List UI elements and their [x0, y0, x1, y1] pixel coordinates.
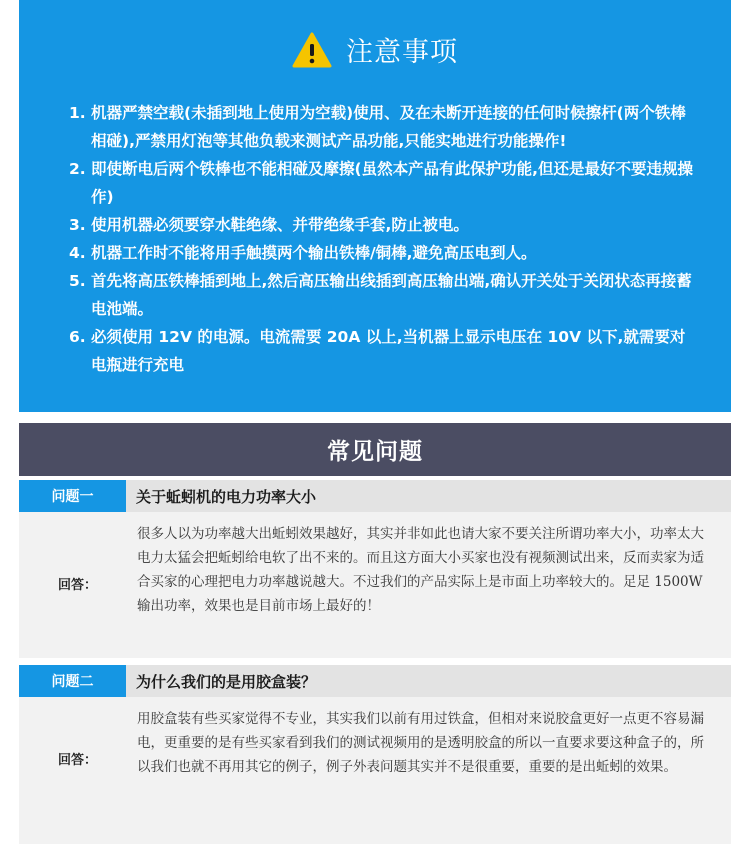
question-label: 问题二 — [19, 665, 126, 697]
notice-item-number: 2. — [69, 160, 86, 178]
notice-item-number: 6. — [69, 328, 86, 346]
faq-title: 常见问题 — [327, 439, 423, 465]
notice-item — [69, 239, 699, 267]
notice-item — [69, 267, 699, 323]
notice-item — [69, 211, 699, 239]
question-text: 关于蚯蚓机的电力功率大小 — [136, 487, 317, 506]
notice-item-number: 4. — [69, 244, 86, 262]
notice-list — [69, 99, 699, 379]
answer-label: 回答： — [57, 753, 97, 768]
faq-header — [19, 423, 731, 476]
question-text: 为什么我们的是用胶盒装？ — [136, 672, 317, 691]
notice-item-number: 5. — [69, 272, 86, 290]
question-bar — [19, 665, 731, 697]
notice-item-text: 即使断电后两个铁棒也不能相碰及摩擦(虽然本产品有此保护功能,但还是最好不要违规操作) — [91, 160, 693, 206]
notice-item-text: 使用机器必须要穿水鞋绝缘、并带绝缘手套,防止被电。 — [91, 216, 469, 234]
notice-item — [69, 323, 699, 379]
notice-item-text: 必须使用 12V 的电源。电流需要 20A 以上,当机器上显示电压在 10V 以下,就需要对电瓶进行充电 — [91, 328, 686, 374]
notice-title: 注意事项 — [346, 37, 458, 68]
notice-item-number: 1. — [69, 104, 86, 122]
question-bar — [19, 480, 731, 512]
notice-panel — [19, 0, 731, 412]
warning-triangle-icon — [292, 32, 332, 68]
notice-item — [69, 155, 699, 211]
answer-text: 很多人以为功率越大出蚯蚓效果越好，其实并非如此也请大家不要关注所谓功率大小，功率太大电力太猛会把蚯蚓给电软了出不来的。而且这方面大小买家也没有视频测试出来，反而卖家为适合买家的心理把电力功率越说越大。不过我们的产品实际上是市面上功率较大的。足足 1500W 输出功率，效果也是目前市场上最好的！ — [137, 526, 704, 614]
answer-box — [19, 512, 731, 658]
answer-label: 回答： — [57, 578, 97, 593]
notice-item-number: 3. — [69, 216, 86, 234]
notice-item-text: 首先将高压铁棒插到地上,然后高压输出线插到高压输出端,确认开关处于关闭状态再接蓄电池端。 — [91, 272, 692, 318]
question-label: 问题一 — [19, 480, 126, 512]
notice-item — [69, 99, 699, 155]
notice-item-text: 机器工作时不能将用手触摸两个输出铁棒/铜棒,避免高压电到人。 — [91, 244, 537, 262]
notice-title-row — [19, 30, 731, 69]
answer-box — [19, 697, 731, 844]
answer-text: 用胶盒装有些买家觉得不专业，其实我们以前有用过铁盒，但相对来说胶盒更好一点更不容易漏电，更重要的是有些买家看到我们的测试视频用的是透明胶盒的所以一直要求要这种盒子的，所以我们也就不再用其它的例子，例子外表问题其实并不是很重要，重要的是出蚯蚓的效果。 — [137, 711, 704, 775]
notice-item-text: 机器严禁空载(未插到地上使用为空载)使用、及在未断开连接的任何时候擦杆(两个铁棒相碰),严禁用灯泡等其他负载来测试产品功能,只能实地进行功能操作! — [91, 104, 686, 150]
